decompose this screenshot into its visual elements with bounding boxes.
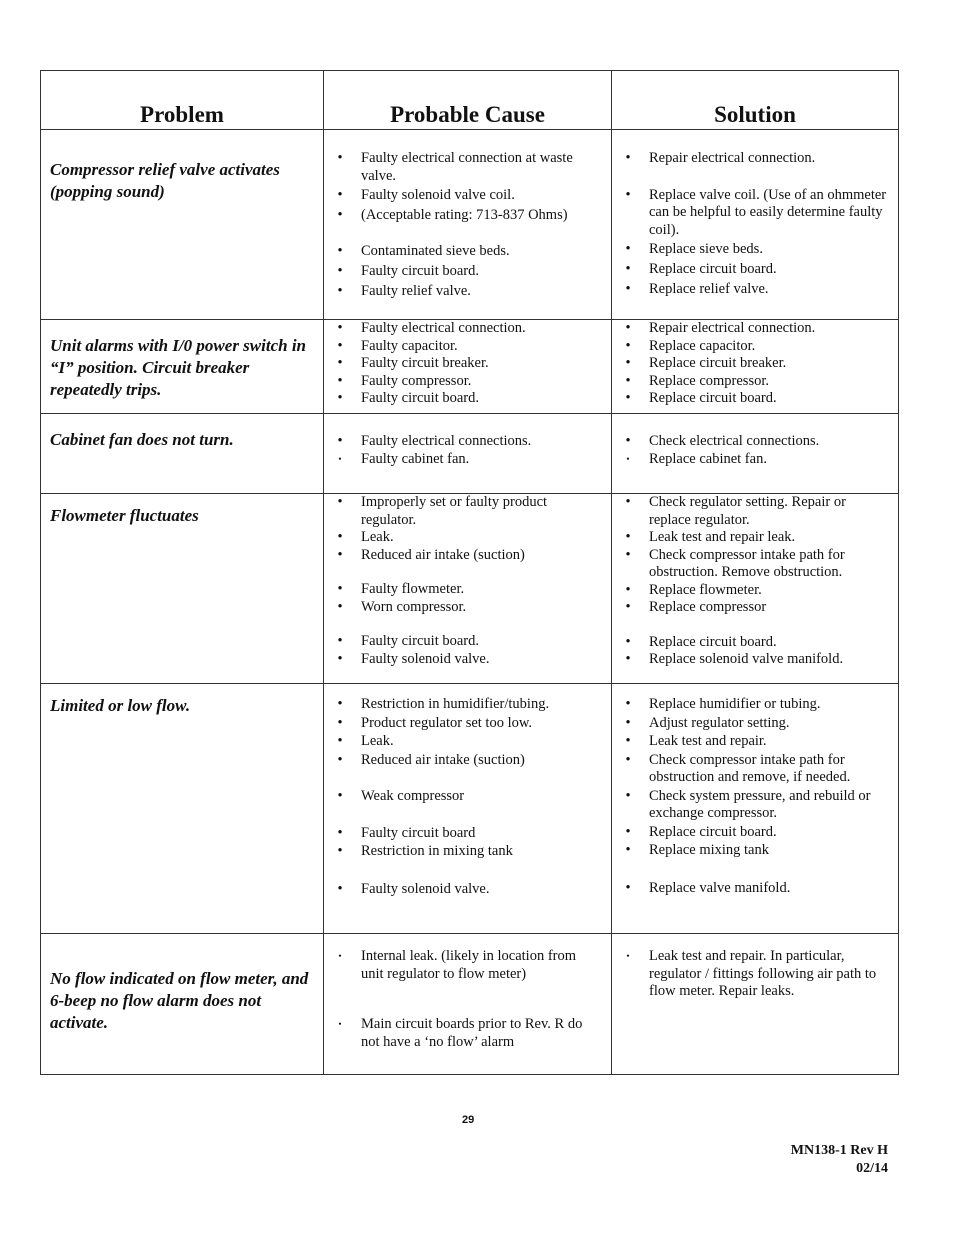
list-item: [325, 715, 610, 733]
solution-list: [613, 948, 897, 1001]
list-item-text: Faulty circuit breaker.: [361, 355, 489, 371]
bullet-icon: •: [625, 355, 631, 371]
list-item: [325, 696, 610, 714]
problem-cell: Compressor relief valve activates (popping sound): [41, 130, 324, 320]
list-item-text: Replace flowmeter.: [649, 581, 762, 598]
problem-cell: Unit alarms with I/0 power switch in “I” position. Circuit breaker repeatedly trips.: [41, 320, 324, 414]
list-item: [325, 263, 610, 281]
list-item-text: Repair electrical connection.: [649, 150, 816, 166]
list-item: [613, 582, 897, 600]
list-item: [613, 281, 897, 299]
solution-cell: [612, 934, 899, 1075]
list-item: [325, 633, 610, 651]
list-item-text: Repair electrical connection.: [649, 320, 816, 336]
bullet-icon: •: [337, 390, 343, 406]
bullet-icon: •: [337, 355, 343, 371]
list-item-text: Replace circuit breaker.: [649, 355, 787, 371]
bullet-icon: •: [625, 281, 631, 297]
list-item: [325, 547, 610, 565]
list-item-text: Replace compressor: [649, 599, 767, 615]
list-item-text: Main circuit boards prior to Rev. R do not have a ‘no flow’ alarm: [361, 1016, 583, 1050]
list-item: [325, 843, 610, 861]
list-item: [325, 355, 610, 373]
list-item-text: Replace valve manifold.: [649, 879, 791, 896]
bullet-icon: •: [337, 320, 343, 336]
cause-list: [325, 494, 610, 668]
list-item-text: Faulty circuit board.: [361, 633, 479, 649]
bullet-icon: •: [625, 842, 631, 858]
list-item-text: Replace circuit board.: [649, 390, 777, 406]
list-item: [325, 752, 610, 770]
cause-list: [325, 320, 610, 408]
header-solution: Solution: [612, 71, 899, 130]
bullet-icon: •: [625, 751, 631, 768]
list-item: [613, 355, 897, 373]
list-item: [613, 494, 897, 529]
list-item-text: Adjust regulator setting.: [649, 714, 790, 731]
bullet-icon: •: [337, 372, 343, 389]
solution-cell: [612, 494, 899, 684]
solution-cell: [612, 130, 899, 320]
bullet-icon: •: [337, 262, 343, 279]
list-item: [325, 494, 610, 529]
list-item-text: Faulty solenoid valve.: [361, 880, 490, 897]
bullet-icon: •: [625, 733, 631, 749]
bullet-icon: •: [625, 581, 631, 598]
bullet-icon: •: [337, 843, 343, 859]
list-item: [613, 634, 897, 652]
list-item: [325, 451, 610, 469]
list-item-text: Contaminated sieve beds.: [361, 243, 510, 259]
list-item: [613, 390, 897, 408]
list-item-text: Faulty circuit board.: [361, 262, 479, 279]
page-number: 29: [462, 1114, 475, 1126]
cause-cell: [324, 414, 612, 494]
list-item: [613, 651, 897, 669]
table-row: [41, 320, 899, 414]
header-probable-cause: Probable Cause: [324, 71, 612, 130]
header-problem: Problem: [41, 71, 324, 130]
list-item-text: Faulty relief valve.: [361, 283, 471, 299]
solution-list: [613, 150, 897, 299]
solution-cell: [612, 684, 899, 934]
document-date: 02/14: [856, 1161, 888, 1176]
list-item: [613, 529, 897, 547]
bullet-icon: •: [625, 633, 631, 650]
list-item-text: Replace mixing tank: [649, 842, 769, 858]
table-row: [41, 934, 899, 1075]
bullet-icon: •: [625, 372, 631, 389]
list-item: [613, 338, 897, 356]
cause-cell: [324, 684, 612, 934]
bullet-icon: •: [625, 529, 631, 545]
solution-list: [613, 433, 897, 468]
bullet-icon: •: [625, 433, 631, 449]
list-item: [325, 1016, 610, 1051]
bullet-icon: •: [337, 283, 343, 299]
list-item: [613, 451, 897, 469]
document-id-block: [791, 1142, 888, 1178]
bullet-icon: •: [337, 788, 343, 804]
list-item: [325, 529, 610, 547]
bullet-icon: •: [625, 651, 631, 667]
list-item-text: Leak.: [361, 529, 394, 545]
bullet-icon: •: [337, 598, 343, 615]
list-item-text: Faulty electrical connections.: [361, 433, 532, 449]
bullet-icon: •: [337, 546, 343, 563]
list-item: [325, 390, 610, 408]
bullet-icon: •: [625, 260, 631, 277]
table-row: [41, 494, 899, 684]
bullet-icon: •: [337, 714, 343, 731]
bullet-icon: •: [337, 650, 343, 667]
list-item: [325, 581, 610, 599]
bullet-icon: •: [338, 453, 342, 464]
problem-cell: Flowmeter fluctuates: [41, 494, 324, 684]
list-item: [613, 241, 897, 259]
list-item: [613, 842, 897, 860]
bullet-icon: •: [337, 206, 343, 223]
bullet-icon: •: [337, 696, 343, 712]
list-item: [613, 733, 897, 751]
list-item-text: Replace circuit board.: [649, 260, 777, 277]
bullet-icon: •: [626, 453, 630, 464]
list-item-text: Check system pressure, and rebuild or exchange compressor.: [649, 787, 871, 821]
list-item-text: Leak.: [361, 733, 394, 749]
list-item-text: Faulty solenoid valve coil.: [361, 187, 515, 203]
cause-list: [325, 150, 610, 301]
list-item-text: Replace sieve beds.: [649, 241, 763, 257]
list-item: [325, 338, 610, 356]
bullet-icon: •: [625, 320, 631, 336]
list-item-text: Faulty capacitor.: [361, 337, 458, 354]
list-item-text: Replace cabinet fan.: [649, 450, 767, 467]
list-item: [613, 150, 897, 168]
table-row: [41, 684, 899, 934]
problem-cell: No flow indicated on flow meter, and 6-beep no flow alarm does not activate.: [41, 934, 324, 1075]
list-item: [613, 788, 897, 823]
list-item: [325, 825, 610, 843]
bullet-icon: •: [625, 241, 631, 257]
bullet-icon: •: [337, 187, 343, 203]
header-row: [41, 71, 899, 130]
list-item: [613, 261, 897, 279]
list-item-text: Leak test and repair leak.: [649, 529, 796, 545]
cause-cell: [324, 320, 612, 414]
list-item-text: Faulty cabinet fan.: [361, 450, 470, 467]
list-item: [325, 788, 610, 806]
bullet-icon: •: [337, 337, 343, 354]
list-item: [325, 651, 610, 669]
list-item-text: Weak compressor: [361, 788, 465, 804]
list-item-text: Reduced air intake (suction): [361, 751, 525, 768]
list-item-text: Improperly set or faulty product regulator.: [361, 494, 548, 528]
bullet-icon: •: [337, 824, 343, 841]
list-item: [613, 433, 897, 451]
list-item: [325, 373, 610, 391]
list-item-text: Restriction in humidifier/tubing.: [361, 696, 550, 712]
list-item-text: Replace circuit board.: [649, 633, 777, 650]
bullet-icon: •: [337, 243, 343, 259]
bullet-icon: •: [338, 1019, 342, 1029]
bullet-icon: •: [337, 433, 343, 449]
table-row: [41, 130, 899, 320]
bullet-icon: •: [337, 494, 343, 510]
bullet-icon: •: [337, 529, 343, 545]
bullet-icon: •: [625, 599, 631, 615]
document-id: MN138-1 Rev H: [790, 1143, 888, 1158]
list-item: [613, 320, 897, 338]
list-item: [613, 948, 897, 1001]
list-item-text: Check regulator setting. Repair or replace regulator.: [649, 494, 846, 528]
list-item-text: Faulty flowmeter.: [361, 581, 465, 597]
list-item: [613, 752, 897, 787]
list-item-text: Check compressor intake path for obstruction and remove, if needed.: [649, 751, 851, 785]
cause-cell: [324, 494, 612, 684]
list-item-text: Replace solenoid valve manifold.: [649, 651, 844, 667]
list-item-text: Faulty circuit board.: [361, 390, 479, 406]
list-item-text: Replace humidifier or tubing.: [649, 696, 821, 712]
cause-list: [325, 433, 610, 468]
bullet-icon: •: [625, 879, 631, 896]
list-item-text: Leak test and repair.: [649, 733, 767, 749]
bullet-icon: •: [625, 150, 631, 166]
solution-list: [613, 494, 897, 669]
bullet-icon: •: [337, 880, 343, 897]
list-item: [325, 207, 610, 225]
list-item: [325, 433, 610, 451]
list-item: [325, 243, 610, 261]
list-item-text: Faulty electrical connection.: [361, 320, 526, 336]
list-item: [325, 283, 610, 301]
cause-list: [325, 696, 610, 898]
list-item: [325, 320, 610, 338]
bullet-icon: •: [625, 714, 631, 731]
bullet-icon: •: [337, 751, 343, 768]
list-item: [325, 948, 610, 983]
list-item-text: Replace circuit board.: [649, 823, 777, 840]
list-item-text: Worn compressor.: [361, 598, 467, 615]
bullet-icon: •: [337, 150, 343, 166]
cause-cell: [324, 934, 612, 1075]
list-item-text: Leak test and repair. In particular, regulator / fittings following air path to flow meter. Repair leaks.: [649, 948, 877, 999]
list-item-text: Faulty electrical connection at waste valve.: [361, 150, 573, 184]
bullet-icon: •: [338, 951, 342, 961]
list-item-text: Replace valve coil. (Use of an ohmmeter can be helpful to easily determine faulty coil).: [649, 186, 887, 238]
table-row: [41, 414, 899, 494]
list-item: [613, 696, 897, 714]
list-item: [613, 187, 897, 240]
solution-list: [613, 696, 897, 897]
list-item-text: Replace capacitor.: [649, 337, 756, 354]
list-item-text: Internal leak. (likely in location from unit regulator to flow meter): [361, 948, 577, 982]
problem-cell: Limited or low flow.: [41, 684, 324, 934]
list-item-text: Check electrical connections.: [649, 433, 820, 449]
list-item: [613, 599, 897, 617]
list-item-text: Replace relief valve.: [649, 281, 769, 297]
list-item: [613, 715, 897, 733]
list-item: [325, 150, 610, 185]
list-item: [325, 733, 610, 751]
list-item-text: Restriction in mixing tank: [361, 843, 513, 859]
solution-cell: [612, 414, 899, 494]
bullet-icon: •: [625, 186, 631, 203]
bullet-icon: •: [625, 823, 631, 840]
bullet-icon: •: [625, 337, 631, 354]
bullet-icon: •: [626, 951, 630, 961]
cause-cell: [324, 130, 612, 320]
solution-list: [613, 320, 897, 408]
bullet-icon: •: [625, 546, 631, 563]
list-item: [613, 547, 897, 582]
list-item: [325, 599, 610, 617]
list-item-text: Reduced air intake (suction): [361, 546, 525, 563]
solution-cell: [612, 320, 899, 414]
list-item: [325, 881, 610, 899]
bullet-icon: •: [625, 696, 631, 712]
list-item-text: (Acceptable rating: 713-837 Ohms): [361, 206, 568, 223]
bullet-icon: •: [625, 494, 631, 510]
list-item-text: Faulty circuit board: [361, 824, 476, 841]
bullet-icon: •: [625, 390, 631, 406]
bullet-icon: •: [337, 633, 343, 649]
cause-list: [325, 948, 610, 1051]
problem-cell: Cabinet fan does not turn.: [41, 414, 324, 494]
bullet-icon: •: [625, 787, 631, 804]
list-item-text: Check compressor intake path for obstruction. Remove obstruction.: [649, 546, 845, 580]
list-item-text: Replace compressor.: [649, 372, 769, 389]
list-item: [325, 187, 610, 205]
list-item-text: Faulty compressor.: [361, 372, 472, 389]
bullet-icon: •: [337, 581, 343, 597]
list-item: [613, 373, 897, 391]
list-item: [613, 880, 897, 898]
troubleshooting-table: [40, 70, 899, 1075]
list-item-text: Faulty solenoid valve.: [361, 650, 490, 667]
list-item: [613, 824, 897, 842]
list-item-text: Product regulator set too low.: [361, 714, 533, 731]
bullet-icon: •: [337, 733, 343, 749]
